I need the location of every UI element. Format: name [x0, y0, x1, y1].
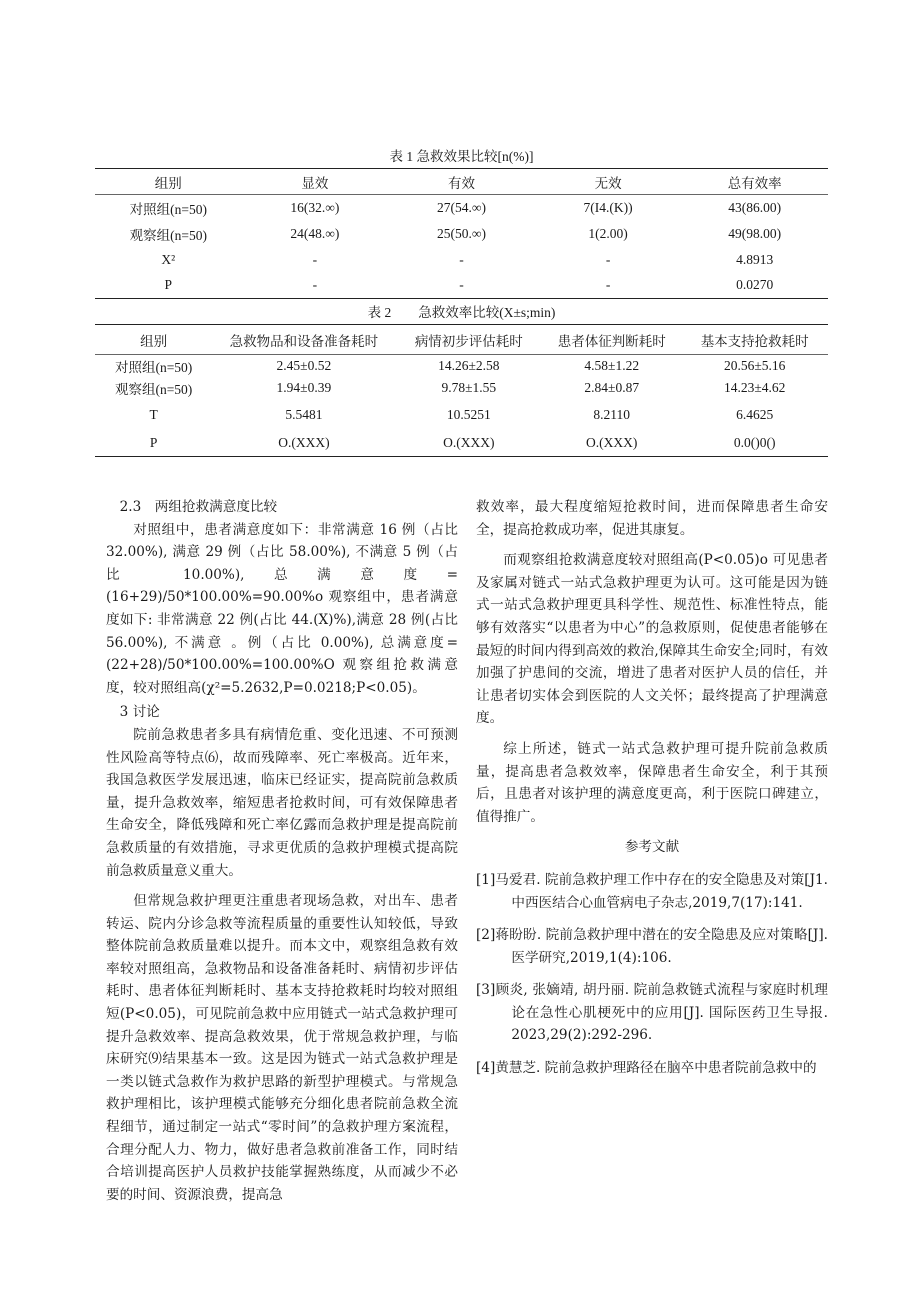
- table-cell: O.(XXX): [586, 435, 638, 451]
- table-cell: 14.23±4.62: [723, 379, 786, 395]
- row-label: 对照组(n=50): [129, 201, 207, 217]
- table-cell: -: [605, 277, 611, 293]
- table-cell: 1.94±0.39: [276, 379, 332, 395]
- column-header: 组别: [154, 175, 182, 191]
- table-cell: 20.56±5.16: [723, 357, 786, 373]
- table-cell: 25(50.∞): [436, 225, 486, 241]
- table-cell: 5.5481: [285, 406, 323, 422]
- table-cell: O.(XXX): [443, 435, 495, 451]
- table-header-row: [95, 169, 828, 195]
- paragraph: 对照组中，患者满意度如下：非常满意 16 例（占比 32.00%), 满意 29 例（占比 58.00%), 不满意 5 例（占比 10.00%),总满意度=(16+29)/50*100.00%=90.00%o 观察组中，患者满意度如下: 非常满意 22 例(占比 44.(X)%),满意 28 例(占比 56.00%), 不满意 。例（占比 0.00%), 总满意度=(22+28)/50*100.00%=100.00%O 观察组抢救满意度，较对照组高(χ²=5.2632,P=0.0218;P<0.05)。: [106, 521, 458, 696]
- row-label: P: [164, 277, 173, 293]
- column-header: 病情初步评估耗时: [414, 333, 523, 349]
- table-cell: 49(98.00): [728, 225, 782, 241]
- table-cell: 2.84±0.87: [584, 379, 640, 395]
- table-row: [95, 221, 828, 247]
- column-header: 组别: [140, 333, 168, 349]
- table-cell: 9.78±1.55: [441, 379, 497, 395]
- row-label: P: [149, 435, 158, 451]
- table-cell: -: [459, 251, 464, 267]
- table-row: [95, 431, 828, 457]
- column-header: 显效: [301, 175, 329, 191]
- table-header-row: [95, 325, 828, 355]
- table-cell: 8.2110: [593, 406, 631, 422]
- reference-item: [1]马爱君. 院前急救护理工作中存在的安全隐患及对策[J1.中西医结合心血管病电子杂志,2019,7(17):141.: [476, 871, 828, 911]
- table-cell: 4.58±1.22: [584, 357, 640, 373]
- table-cell: -: [312, 277, 318, 293]
- table-cell: -: [312, 251, 318, 267]
- table-cell: 16(32.∞): [290, 199, 340, 215]
- table-2: [95, 302, 828, 457]
- section-heading-2-3: 2.3 两组抢救满意度比较: [119, 499, 278, 515]
- section-heading-discussion: 3 讨论: [119, 704, 160, 721]
- left-column: [106, 496, 458, 1206]
- table-1-caption: 表 1 急救效果比较[n(%)]: [389, 149, 534, 164]
- table-cell: 14.26±2.58: [438, 357, 500, 373]
- table-1-grid: [95, 168, 828, 299]
- table-cell: 0.0()0(): [733, 435, 776, 451]
- table-row: [95, 377, 828, 399]
- table-cell: -: [605, 251, 611, 267]
- table-cell: 27(54.∞): [436, 199, 486, 215]
- column-header: 急救物品和设备准备耗时: [229, 333, 379, 349]
- row-label: X²: [161, 251, 176, 267]
- references-heading: 参考文献: [624, 839, 680, 856]
- row-label: T: [149, 406, 158, 422]
- row-label: 对照组(n=50): [114, 359, 193, 375]
- reference-item: [4]黄慧芝. 院前急救护理路径在脑卒中患者院前急救中的: [476, 1060, 817, 1077]
- table-cell: 7(I4.(K)): [583, 199, 633, 215]
- table-cell: 24(48.∞): [290, 225, 340, 241]
- column-header: 患者体征判断耗时: [557, 333, 666, 349]
- reference-item: [3]顾炎, 张嫡靖, 胡丹丽. 院前急救链式流程与家庭时机理论在急性心肌梗死中的应用[J]. 国际医药卫生导报. 2023,29(2):292-296.: [476, 982, 828, 1044]
- paragraph: 但常规急救护理更注重患者现场急救，对出车、患者转运、院内分诊急救等流程质量的重要性认知较低，导致整体院前急救质量难以提升。而本文中，观察组急救有效率较对照组高，急救物品和设备准备耗时、病情初步评估耗时、患者体征判断耗时、基本支持抢救耗时均较对照组短(P<0.05)，可见院前急救中应用链式一站式急救护理可提升急救效率、提高急救效果，优于常规急救护理，与临床研究⑼结果基本一致。这是因为链式一站式急救护理是一类以链式急救作为救护思路的新型护理模式。与常规急救护理相比，该护理模式能够充分细化患者院前急救全流程细节，通过制定一站式“零时间”的急救护理方案流程，合理分配人力、物力，做好患者急救前准备工作，同时结合培训提高医护人员救护技能掌握熟练度，从而减少不必要的时间、资源浪费，提高急: [106, 893, 458, 1203]
- table-cell: 2.45±0.52: [276, 357, 332, 373]
- table-cell: O.(XXX): [278, 435, 330, 451]
- table-cell: 10.5251: [446, 406, 491, 422]
- column-header: 有效: [447, 175, 475, 191]
- table-cell: 1(2.00): [588, 225, 628, 241]
- column-header: 无效: [594, 175, 622, 191]
- right-column: [476, 496, 828, 1090]
- table-row: [95, 273, 828, 299]
- table-row: [95, 355, 828, 377]
- column-header: 基本支持抢救耗时: [700, 333, 809, 349]
- column-header: 总有效率: [727, 175, 782, 191]
- table-1: [95, 146, 828, 299]
- paragraph: 而观察组抢救满意度较对照组高(P<0.05)o 可见患者及家属对链式一站式急救护理更为认可。这可能是因为链式一站式急救护理更具科学性、规范性、标准性特点，能够有效落实“以患者为中心”的急救原则，促使患者能够在最短的时间内得到高效的救治,保障其生命安全;同时，有效加强了护患间的交流，增进了患者对医护人员的信任，并让患者切实体会到医院的人文关怀；最终提高了护理满意度。: [476, 552, 828, 727]
- table-cell: 43(86.00): [728, 199, 782, 215]
- row-label: 观察组(n=50): [114, 381, 193, 397]
- row-label: 观察组(n=50): [129, 227, 207, 243]
- table-cell: 4.8913: [736, 251, 774, 267]
- paragraph: 救效率，最大程度缩短抢救时间，进而保障患者生命安全，提高抢救成功率，促进其康复。: [476, 499, 828, 538]
- table-cell: 0.0270: [736, 277, 774, 293]
- table-row: [95, 399, 828, 431]
- table-cell: -: [459, 277, 464, 293]
- paragraph: 院前急救患者多具有病情危重、变化迅速、不可预测性风险高等特点⑹，故而残障率、死亡率极高。近年来，我国急救医学发展迅速，临床已经证实，提高院前急救质量，提升急救效率，缩短患者抢救时间，可有效保障患者生命安全，降低残障和死亡率亿露而急救护理是提高院前急救质量的有效措施，寻求更优质的急救护理模式提高院前急救质量意义重大。: [106, 726, 458, 879]
- table-row: [95, 195, 828, 221]
- table-cell: 6.4625: [736, 406, 774, 422]
- reference-item: [2]蒋盼盼. 院前急救护理中潜在的安全隐患及应对策略[J].医学研究,2019,1(4):106.: [476, 927, 828, 966]
- paragraph: 综上所述，链式一站式急救护理可提升院前急救质量，提高患者急救效率，保障患者生命安全，利于其预后，且患者对该护理的满意度更高，利于医院口碑建立，值得推广。: [476, 740, 828, 825]
- table-2-grid: [95, 324, 828, 457]
- table-2-caption: 表 2 急救效率比较(X±s;min): [367, 305, 556, 320]
- table-row: [95, 247, 828, 273]
